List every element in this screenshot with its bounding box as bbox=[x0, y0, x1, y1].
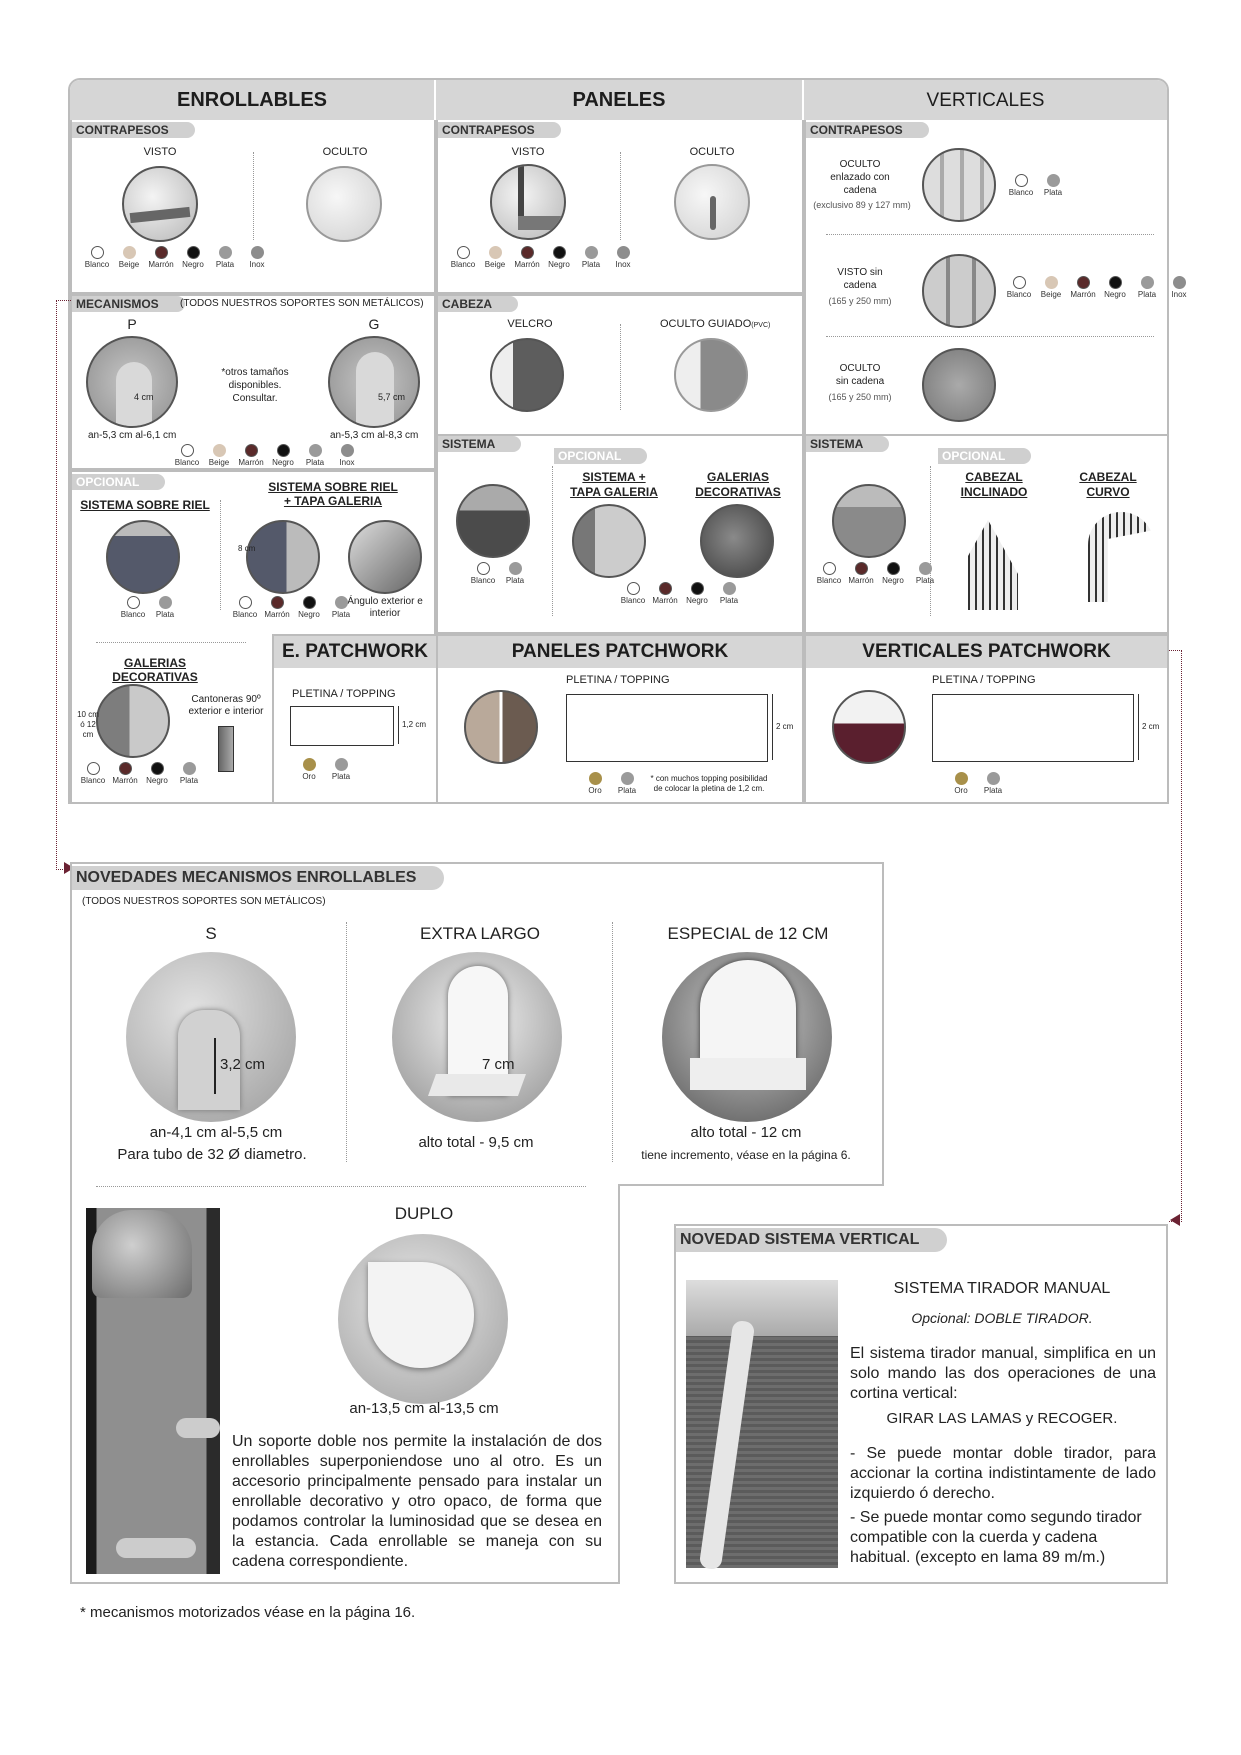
pan-contrapesos-swatches: Blanco Beige Marrón Negro Plata Inox bbox=[450, 246, 636, 269]
pan-visto-image bbox=[490, 164, 566, 240]
p-pletina-dim-line bbox=[772, 694, 773, 760]
nov-s-dim: 3,2 cm bbox=[220, 1056, 266, 1073]
vertical-nov-title: NOVEDAD SISTEMA VERTICAL bbox=[676, 1228, 947, 1252]
vertical-nov-photo bbox=[686, 1280, 838, 1568]
pan-oculto-label: OCULTO bbox=[689, 146, 735, 158]
v-pletina-dim: 2 cm bbox=[1142, 722, 1160, 731]
enr-angulo-label: Ángulo exterior e interior bbox=[347, 596, 423, 619]
pan-oculto-guiado-image bbox=[674, 338, 748, 412]
enr-riel-image bbox=[106, 520, 180, 594]
duplo-label: DUPLO bbox=[394, 1204, 454, 1223]
enr-opcional-tab: OPCIONAL bbox=[72, 474, 165, 490]
divider bbox=[612, 922, 613, 1162]
v-pletina-label: PLETINA / TOPPING bbox=[932, 674, 1036, 686]
e-pletina-label: PLETINA / TOPPING bbox=[292, 688, 396, 700]
divider bbox=[96, 642, 246, 643]
p-pletina-box bbox=[566, 694, 768, 762]
ver-oculto-sin-image bbox=[922, 348, 996, 422]
v-patchwork-swatches: Oro Plata bbox=[948, 772, 1006, 795]
novedades-note: (TODOS NUESTROS SOPORTES SON METÁLICOS) bbox=[82, 896, 326, 907]
enr-visto-label: VISTO bbox=[143, 146, 177, 158]
divider bbox=[620, 324, 621, 410]
novedades-title: NOVEDADES MECANISMOS ENROLLABLES bbox=[72, 866, 444, 890]
nov-extra-dim: 7 cm bbox=[482, 1056, 515, 1073]
enr-cantoneras: Cantoneras 90º exterior e interior bbox=[188, 694, 264, 717]
ver-visto-sin-swatches: Blanco Beige Marrón Negro Plata Inox bbox=[1006, 276, 1192, 299]
e-pletina-dim: 1,2 cm bbox=[402, 720, 427, 729]
enr-p-image bbox=[86, 336, 178, 428]
enr-cantonera-image bbox=[218, 726, 234, 772]
enr-riel-tapa-swatches: Blanco Marrón Negro Plata bbox=[232, 596, 354, 619]
enr-visto-image bbox=[122, 166, 198, 242]
enr-galerias-swatches: Blanco Marrón Negro Plata bbox=[80, 762, 202, 785]
enr-angulo-image bbox=[348, 520, 422, 594]
pan-velcro-image bbox=[490, 338, 564, 412]
divider bbox=[552, 466, 553, 616]
divider bbox=[826, 336, 1154, 337]
nov-especial-label: ESPECIAL de 12 CM bbox=[667, 924, 829, 943]
e-pletina-box bbox=[290, 706, 394, 746]
p-patchwork-swatches: Oro Plata bbox=[582, 772, 640, 795]
vertical-nov-p3: - Se puede montar como segundo tirador compatible con la cuerda y cadena habitual. (excepto en lama 89 m/m.) bbox=[850, 1509, 1142, 1566]
pan-oculto-image bbox=[674, 164, 750, 240]
enr-p-label: P bbox=[127, 316, 137, 332]
enr-contrapesos-tab: CONTRAPESOS bbox=[72, 122, 195, 138]
e-patchwork-swatches: Oro Plata bbox=[296, 758, 354, 781]
ver-exclusivo: (exclusivo 89 y 127 mm) bbox=[813, 200, 911, 210]
divider bbox=[620, 152, 621, 240]
divider bbox=[220, 500, 221, 610]
vertical-nov-center: GIRAR LAS LAMAS y RECOGER. bbox=[886, 1410, 1118, 1427]
ver-visto-sin: VISTO sin cadena bbox=[837, 267, 883, 291]
nov-especial-total: alto total - 12 cm bbox=[690, 1124, 802, 1141]
duplo-size: an-13,5 cm al-13,5 cm bbox=[349, 1400, 499, 1417]
v-pletina-box bbox=[932, 694, 1134, 762]
vertical-nov-heading: SISTEMA TIRADOR MANUAL bbox=[893, 1280, 1111, 1297]
enr-g-image bbox=[328, 336, 420, 428]
duplo-text: Un soporte doble nos permite la instalación de dos enrollables superponiendose uno al otro. Es un accesorio principalmente pensado para instalar un enrollable decorativo y otro opaco, de forma que podamos controlar la luminosidad que se desea en la estancia. Cada enrollable se maneja con su cadena correspondiente. bbox=[232, 1433, 602, 1570]
vertical-nov-p2: - Se puede montar doble tirador, para accionar la cortina indistintamente de lado izquierdo ó derecho. bbox=[850, 1445, 1156, 1502]
vertical-nov-opcional: Opcional: DOBLE TIRADOR. bbox=[911, 1310, 1093, 1326]
pan-galerias: GALERIAS DECORATIVAS bbox=[695, 470, 781, 499]
enr-p-size: an-5,3 cm al-6,1 cm bbox=[88, 430, 177, 441]
ver-oculto-cadena-swatches: Blanco Plata bbox=[1008, 174, 1066, 197]
pan-sistema-image bbox=[456, 484, 530, 558]
p-patchwork-image bbox=[464, 690, 538, 764]
nov-s-image bbox=[126, 952, 296, 1122]
enr-g-dim: 5,7 cm bbox=[378, 392, 406, 402]
ver-sistema-image bbox=[832, 484, 906, 558]
enr-riel-tapa-image bbox=[246, 520, 320, 594]
duplo-image bbox=[338, 1234, 508, 1404]
enr-mecanismos-swatches: Blanco Beige Marrón Negro Plata Inox bbox=[174, 444, 360, 467]
enr-mecanismos-tab: MECANISMOS bbox=[72, 296, 185, 312]
divider bbox=[930, 466, 931, 616]
pan-galerias-image bbox=[700, 504, 774, 578]
divider bbox=[253, 152, 254, 240]
ver-medidas-1: (165 y 250 mm) bbox=[828, 296, 892, 306]
header-paneles: PANELES bbox=[436, 80, 802, 120]
enr-dim-10-12: 10 cm ó 12 cm bbox=[77, 710, 99, 739]
nov-s-size: an-4,1 cm al-5,5 cm bbox=[149, 1124, 283, 1141]
pan-opcional-swatches: Blanco Marrón Negro Plata bbox=[620, 582, 742, 605]
pan-sistema-tab: SISTEMA bbox=[438, 436, 521, 452]
enr-mecanismos-note: (TODOS NUESTROS SOPORTES SON METÁLICOS) bbox=[180, 298, 424, 309]
connector-left bbox=[56, 300, 71, 870]
novedades-frame-step bbox=[618, 1184, 884, 1186]
ver-sistema-swatches: Blanco Marrón Negro Plata bbox=[816, 562, 938, 585]
v-patchwork-title: VERTICALES PATCHWORK bbox=[806, 636, 1167, 668]
nov-extra-total: alto total - 9,5 cm bbox=[418, 1134, 534, 1151]
ver-cabezal-curvo: CABEZAL CURVO bbox=[1079, 470, 1137, 499]
nov-extra-image bbox=[392, 952, 562, 1122]
nov-especial-image bbox=[662, 952, 832, 1122]
connector-right bbox=[1169, 650, 1182, 1222]
enr-riel-swatches: Blanco Plata bbox=[120, 596, 178, 619]
p-patchwork-title: PANELES PATCHWORK bbox=[438, 636, 802, 668]
ver-contrapesos-tab: CONTRAPESOS bbox=[806, 122, 929, 138]
pan-contrapesos-tab: CONTRAPESOS bbox=[438, 122, 561, 138]
nov-s-label: S bbox=[205, 924, 217, 943]
pan-oculto-guiado-label: OCULTO GUIADO(PVC) bbox=[660, 318, 771, 330]
pan-visto-label: VISTO bbox=[511, 146, 545, 158]
pan-opcional-tab: OPCIONAL bbox=[554, 448, 647, 464]
e-pletina-dim-line bbox=[398, 706, 399, 744]
v-patchwork-image bbox=[832, 690, 906, 764]
p-pletina-label: PLETINA / TOPPING bbox=[566, 674, 670, 686]
enr-otros-note: *otros tamaños disponibles. Consultar. bbox=[221, 367, 289, 404]
ver-oculto-cadena: OCULTO enlazado con cadena bbox=[830, 159, 890, 196]
enr-g-label: G bbox=[368, 316, 380, 332]
enr-contrapesos-swatches: Blanco Beige Marrón Negro Plata Inox bbox=[84, 246, 270, 269]
enr-galerias-image bbox=[96, 684, 170, 758]
enr-p-dim: 4 cm bbox=[134, 392, 154, 402]
e-patchwork-title: E. PATCHWORK bbox=[274, 636, 436, 668]
nov-s-tubo: Para tubo de 32 Ø diametro. bbox=[117, 1146, 307, 1163]
ver-opcional-tab: OPCIONAL bbox=[938, 448, 1031, 464]
ver-oculto-sin: OCULTO sin cadena bbox=[835, 363, 885, 387]
vertical-nov-p1: El sistema tirador manual, simplifica en un solo mando las dos operaciones de una cortina vertical: bbox=[850, 1345, 1156, 1402]
divider bbox=[346, 922, 347, 1162]
enr-sistema-riel: SISTEMA SOBRE RIEL bbox=[80, 498, 210, 512]
enr-galerias: GALERIAS DECORATIVAS bbox=[112, 656, 198, 684]
nov-especial-note: tiene incremento, véase en la página 6. bbox=[641, 1148, 851, 1162]
divider bbox=[96, 1186, 586, 1187]
nov-extra-label: EXTRA LARGO bbox=[420, 924, 540, 943]
pan-sistema-swatches: Blanco Plata bbox=[470, 562, 528, 585]
divider bbox=[826, 234, 1154, 235]
pan-sistema-tapa-image bbox=[572, 504, 646, 578]
p-pletina-dim: 2 cm bbox=[776, 722, 794, 731]
enr-sistema-riel-tapa: SISTEMA SOBRE RIEL + TAPA GALERIA bbox=[268, 480, 398, 508]
pan-velcro-label: VELCRO bbox=[507, 318, 553, 330]
novedades-frame-step-v bbox=[882, 1164, 884, 1186]
ver-visto-sin-image bbox=[922, 254, 996, 328]
footer-note: * mecanismos motorizados véase en la página 16. bbox=[80, 1604, 416, 1621]
enr-dim-8: 8 cm bbox=[238, 544, 256, 553]
ver-cabezal-inclinado: CABEZAL INCLINADO bbox=[960, 470, 1028, 499]
header-verticales: VERTICALES bbox=[804, 80, 1167, 120]
v-pletina-dim-line bbox=[1138, 694, 1139, 760]
pan-sistema-tapa: SISTEMA + TAPA GALERIA bbox=[570, 470, 658, 499]
ver-medidas-2: (165 y 250 mm) bbox=[828, 392, 892, 402]
enr-g-size: an-5,3 cm al-8,3 cm bbox=[330, 430, 419, 441]
p-patchwork-note: * con muchos topping posibilidad de colocar la pletina de 1,2 cm. bbox=[650, 774, 768, 793]
enr-oculto-image bbox=[306, 166, 382, 242]
ver-sistema-tab: SISTEMA bbox=[806, 436, 889, 452]
arrow-right-icon bbox=[1170, 1214, 1180, 1226]
duplo-photo bbox=[86, 1208, 220, 1574]
header-enrollables: ENROLLABLES bbox=[70, 80, 434, 120]
enr-oculto-label: OCULTO bbox=[322, 146, 368, 158]
ver-oculto-cadena-image bbox=[922, 148, 996, 222]
pan-cabeza-tab: CABEZA bbox=[438, 296, 518, 312]
